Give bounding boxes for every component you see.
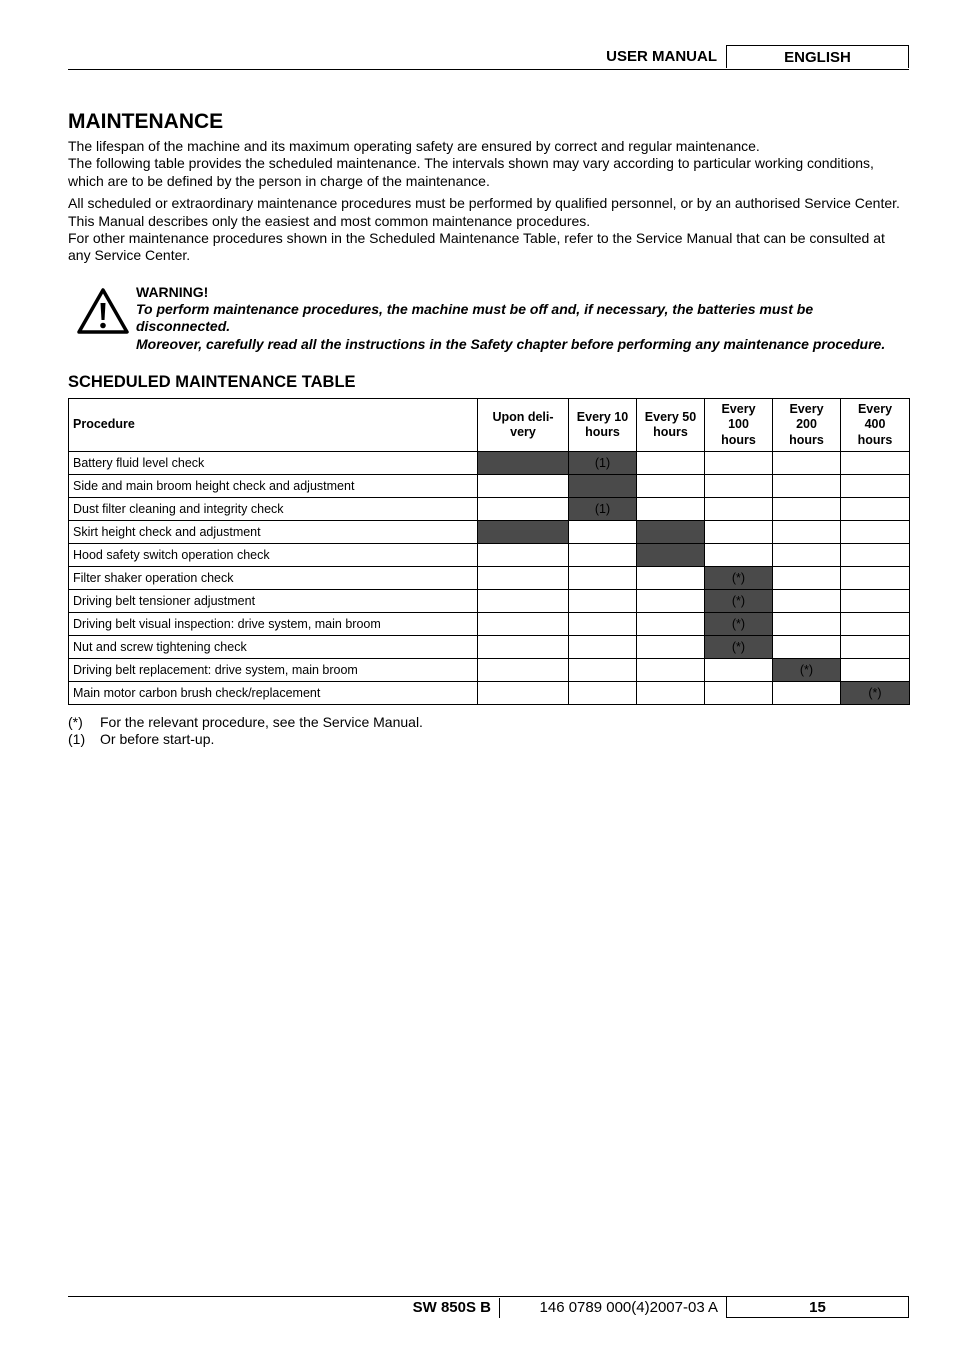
paragraph-3: All scheduled or extraordinary maintenance procedures must be performed by qualified personnel, or by an authorised Service Center.: [68, 195, 900, 212]
interval-cell: [773, 590, 841, 613]
interval-cell: [773, 544, 841, 567]
interval-cell: [841, 498, 910, 521]
interval-cell: [705, 475, 773, 498]
interval-cell: [841, 636, 910, 659]
table-row: [69, 521, 910, 544]
interval-cell: [637, 682, 705, 705]
header-interval: Every 100 hours: [705, 399, 773, 452]
interval-cell: [773, 452, 841, 475]
interval-cell: [841, 544, 910, 567]
table-title: SCHEDULED MAINTENANCE TABLE: [68, 373, 356, 391]
header-language-label: ENGLISH: [726, 45, 909, 68]
table-notes: [68, 714, 423, 749]
interval-cell: [569, 567, 637, 590]
table-body: [69, 452, 910, 705]
page-header: [68, 45, 909, 70]
procedure-cell: Filter shaker operation check: [69, 567, 478, 590]
interval-cell: [773, 498, 841, 521]
interval-cell: [705, 498, 773, 521]
interval-cell: [637, 567, 705, 590]
paragraph-4: This Manual describes only the easiest and most common maintenance procedures.: [68, 212, 591, 229]
interval-cell-marked: (*): [705, 636, 773, 659]
footer-divider: [499, 1298, 500, 1318]
interval-cell: [841, 659, 910, 682]
page-footer: [68, 1296, 909, 1319]
interval-cell-marked: [478, 452, 569, 475]
warning-triangle-icon: [75, 286, 131, 336]
interval-cell: [705, 544, 773, 567]
header-interval: Every 50 hours: [637, 399, 705, 452]
interval-cell: [637, 659, 705, 682]
interval-cell: [841, 613, 910, 636]
header-interval: Every 10 hours: [569, 399, 637, 452]
procedure-cell: Hood safety switch operation check: [69, 544, 478, 567]
note-row: [68, 714, 423, 731]
interval-cell: [637, 475, 705, 498]
header-interval: Upon deli- very: [478, 399, 569, 452]
header-manual-label: USER MANUAL: [606, 48, 717, 65]
interval-cell-marked: (*): [705, 590, 773, 613]
interval-cell: [478, 544, 569, 567]
maintenance-table: [68, 398, 910, 705]
interval-cell: [478, 475, 569, 498]
interval-cell: [637, 452, 705, 475]
table-row: [69, 452, 910, 475]
interval-cell: [841, 590, 910, 613]
table-row: [69, 682, 910, 705]
interval-cell: [637, 590, 705, 613]
paragraph-2: The following table provides the scheduled maintenance. The intervals shown may vary according to particular working conditions, which are to be defined by the person in charge of the maintenance.: [68, 155, 874, 189]
warning-text: [136, 284, 911, 353]
table-row: [69, 659, 910, 682]
warning-box: [68, 284, 909, 354]
paragraph-5: For other maintenance procedures shown in the Scheduled Maintenance Table, refer to the Service Manual that can be consulted at any Service Center.: [68, 230, 885, 264]
manual-page: [68, 0, 909, 1350]
footer-document-code: 146 0789 000(4)2007-03 A: [539, 1299, 718, 1316]
table-row: [69, 544, 910, 567]
interval-cell: [841, 567, 910, 590]
interval-cell-marked: [637, 521, 705, 544]
interval-cell: [773, 613, 841, 636]
interval-cell: [569, 544, 637, 567]
interval-cell: [773, 636, 841, 659]
interval-cell: [478, 498, 569, 521]
note-text: Or before start-up.: [100, 731, 215, 748]
procedure-cell: Driving belt visual inspection: drive system, main broom: [69, 613, 478, 636]
table-row: [69, 475, 910, 498]
interval-cell: [773, 475, 841, 498]
header-procedure: Procedure: [69, 399, 478, 452]
interval-cell: [773, 682, 841, 705]
intro-text: [68, 138, 909, 265]
table-row: [69, 636, 910, 659]
interval-cell-marked: [569, 475, 637, 498]
interval-cell: [478, 659, 569, 682]
interval-cell: [773, 567, 841, 590]
procedure-cell: Dust filter cleaning and integrity check: [69, 498, 478, 521]
interval-cell-marked: [637, 544, 705, 567]
header-interval: Every 400 hours: [841, 399, 910, 452]
table-header-row: [69, 399, 910, 452]
interval-cell: [569, 590, 637, 613]
interval-cell: [841, 475, 910, 498]
note-key: (*): [68, 714, 83, 730]
interval-cell: [569, 682, 637, 705]
interval-cell: [569, 613, 637, 636]
procedure-cell: Side and main broom height check and adjustment: [69, 475, 478, 498]
interval-cell: [478, 567, 569, 590]
interval-cell: [705, 682, 773, 705]
warning-label: WARNING!: [136, 284, 209, 300]
table-row: [69, 498, 910, 521]
interval-cell-marked: (*): [773, 659, 841, 682]
warning-line-1: To perform maintenance procedures, the machine must be off and, if necessary, the batteries must be disconnected.: [136, 301, 814, 335]
interval-cell: [637, 613, 705, 636]
interval-cell: [478, 613, 569, 636]
paragraph-1: The lifespan of the machine and its maximum operating safety are ensured by correct and regular maintenance.: [68, 138, 760, 154]
table-row: [69, 613, 910, 636]
header-interval: Every 200 hours: [773, 399, 841, 452]
interval-cell: [478, 590, 569, 613]
interval-cell: [705, 521, 773, 544]
interval-cell: [569, 521, 637, 544]
procedure-cell: Driving belt tensioner adjustment: [69, 590, 478, 613]
interval-cell-marked: [478, 521, 569, 544]
interval-cell-marked: (*): [841, 682, 910, 705]
note-key: (1): [68, 731, 86, 748]
note-text: For the relevant procedure, see the Service Manual.: [100, 714, 423, 730]
interval-cell: [841, 452, 910, 475]
procedure-cell: Driving belt replacement: drive system, main broom: [69, 659, 478, 682]
table-row: [69, 567, 910, 590]
procedure-cell: Nut and screw tightening check: [69, 636, 478, 659]
interval-cell: [705, 659, 773, 682]
interval-cell: [478, 682, 569, 705]
interval-cell: [705, 452, 773, 475]
interval-cell-marked: (1): [569, 452, 637, 475]
interval-cell-marked: (*): [705, 613, 773, 636]
interval-cell-marked: (1): [569, 498, 637, 521]
footer-model: SW 850S B: [412, 1299, 491, 1316]
interval-cell-marked: (*): [705, 567, 773, 590]
procedure-cell: Main motor carbon brush check/replacement: [69, 682, 478, 705]
interval-cell: [478, 636, 569, 659]
interval-cell: [569, 659, 637, 682]
procedure-cell: Skirt height check and adjustment: [69, 521, 478, 544]
interval-cell: [637, 498, 705, 521]
footer-page-number: 15: [726, 1297, 909, 1318]
interval-cell: [637, 636, 705, 659]
note-row: [68, 731, 423, 748]
procedure-cell: Battery fluid level check: [69, 452, 478, 475]
interval-cell: [569, 636, 637, 659]
section-title: MAINTENANCE: [68, 110, 224, 133]
table-row: [69, 590, 910, 613]
interval-cell: [841, 521, 910, 544]
interval-cell: [773, 521, 841, 544]
warning-line-2: Moreover, carefully read all the instructions in the Safety chapter before performing any maintenance procedure.: [136, 335, 886, 352]
